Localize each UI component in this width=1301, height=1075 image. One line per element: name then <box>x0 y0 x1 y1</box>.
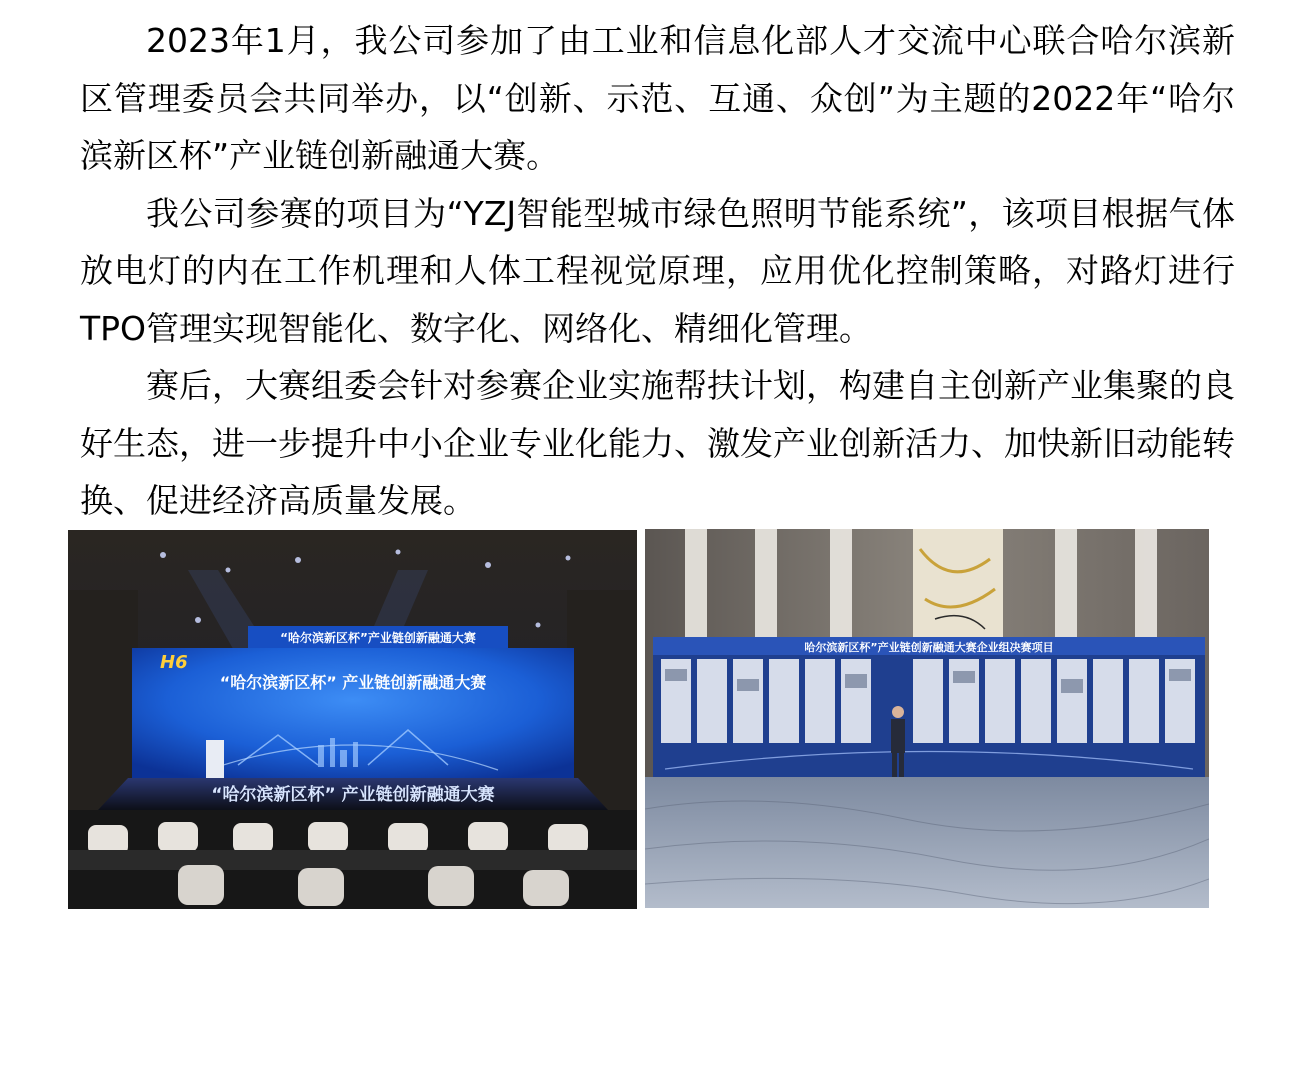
photo-project-board <box>645 529 1209 908</box>
stage-front-text: “哈尔滨新区杯” 产业链创新融通大赛 <box>211 785 495 805</box>
paragraph-intro: 2023年1月，我公司参加了由工业和信息化部人才交流中心联合哈尔滨新区管理委员会共同举办，以“创新、示范、互通、众创”为主题的2022年“哈尔滨新区杯”产业链创新融通大赛。 <box>80 21 1235 175</box>
paragraph-project: 我公司参赛的项目为“YZJ智能型城市绿色照明节能系统”，该项目根据气体放电灯的内在工作机理和人体工程视觉原理，应用优化控制策略，对路灯进行TPO管理实现智能化、数字化、网络化、精细化管理。 <box>80 193 1235 348</box>
screen-title-text: “哈尔滨新区杯” 产业链创新融通大赛 <box>219 673 487 692</box>
stage-header-text: “哈尔滨新区杯”产业链创新融通大赛 <box>280 631 476 645</box>
board-title-text: 哈尔滨新区杯”产业链创新融通大赛企业组决赛项目 <box>804 641 1054 654</box>
logo-mark-icon: H6 <box>160 652 188 673</box>
photo-competition-stage <box>68 530 637 909</box>
article-body <box>80 12 1235 530</box>
paragraph-outcome: 赛后，大赛组委会针对参赛企业实施帮扶计划，构建自主创新产业集聚的良好生态，进一步提升中小企业专业化能力、激发产业创新活力、加快新旧动能转换、促进经济高质量发展。 <box>80 366 1235 520</box>
